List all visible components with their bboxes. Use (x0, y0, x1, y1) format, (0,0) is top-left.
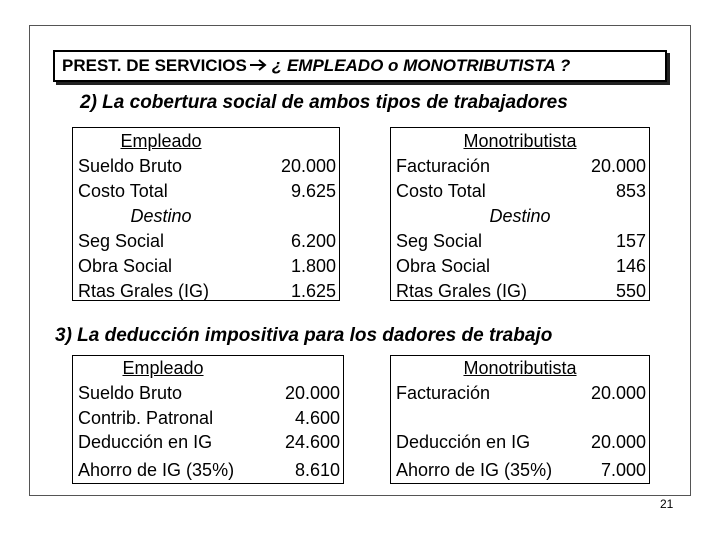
page-number: 21 (660, 497, 674, 511)
section3-heading: 3) La deducción impositiva para los dadores de trabajo (55, 325, 553, 346)
s2-monotributista-card (390, 127, 650, 301)
s3-emp-label: Ahorro de IG (35%) (78, 460, 235, 480)
s2-emp-header: Empleado (120, 131, 202, 151)
s2-empleado-card (72, 127, 340, 301)
s2-mono-label: Costo Total (396, 181, 486, 201)
s2-mono-value: 146 (615, 256, 646, 276)
s2-emp-value: 1.625 (290, 281, 336, 301)
s3-emp-label: Sueldo Bruto (78, 383, 183, 403)
s2-mono-label: Seg Social (396, 231, 483, 251)
s3-mono-value: 20.000 (590, 432, 646, 452)
s2-emp-label: Rtas Grales (IG) (78, 281, 210, 301)
s2-emp-value: 9.625 (290, 181, 336, 201)
s2-mono-label: Facturación (396, 156, 491, 176)
s3-mono-label: Facturación (396, 383, 491, 403)
s2-mono-value: 157 (615, 231, 646, 251)
s3-emp-value: 20.000 (284, 383, 340, 403)
s2-emp-destino: Destino (130, 206, 192, 226)
s2-mono-label: Obra Social (396, 256, 491, 276)
s3-mono-value: 20.000 (590, 383, 646, 403)
s2-mono-value: 853 (615, 181, 646, 201)
section2-heading: 2) La cobertura social de ambos tipos de trabajadores (80, 92, 568, 113)
s2-mono-value: 550 (615, 281, 646, 301)
s3-emp-value: 8.610 (294, 460, 340, 480)
s2-emp-value: 20.000 (280, 156, 336, 176)
s3-empleado-card (72, 355, 344, 484)
s2-emp-label: Obra Social (78, 256, 173, 276)
s2-mono-label: Rtas Grales (IG) (396, 281, 528, 301)
s3-emp-value: 4.600 (294, 408, 340, 428)
right-arrow-icon (250, 59, 268, 71)
title-suffix: ¿ EMPLEADO o MONOTRIBUTISTA ? (271, 56, 571, 75)
s2-emp-label: Seg Social (78, 231, 165, 251)
s3-monotributista-card (390, 355, 650, 484)
s3-emp-header: Empleado (122, 358, 204, 378)
s3-emp-label: Contrib. Patronal (78, 408, 214, 428)
s2-emp-value: 6.200 (290, 231, 336, 251)
s2-emp-label: Costo Total (78, 181, 168, 201)
s3-emp-label: Deducción en IG (78, 432, 213, 452)
s3-mono-label: Ahorro de IG (35%) (396, 460, 553, 480)
s3-mono-value: 7.000 (600, 460, 646, 480)
title-prefix: PREST. DE SERVICIOS (62, 56, 247, 75)
s3-mono-header: Monotributista (463, 358, 577, 378)
slide-title (53, 50, 667, 82)
s2-emp-value: 1.800 (290, 256, 336, 276)
s3-emp-value: 24.600 (284, 432, 340, 452)
s2-mono-destino: Destino (489, 206, 551, 226)
s2-mono-header: Monotributista (463, 131, 577, 151)
s2-emp-label: Sueldo Bruto (78, 156, 183, 176)
s3-mono-label: Deducción en IG (396, 432, 531, 452)
s2-mono-value: 20.000 (590, 156, 646, 176)
